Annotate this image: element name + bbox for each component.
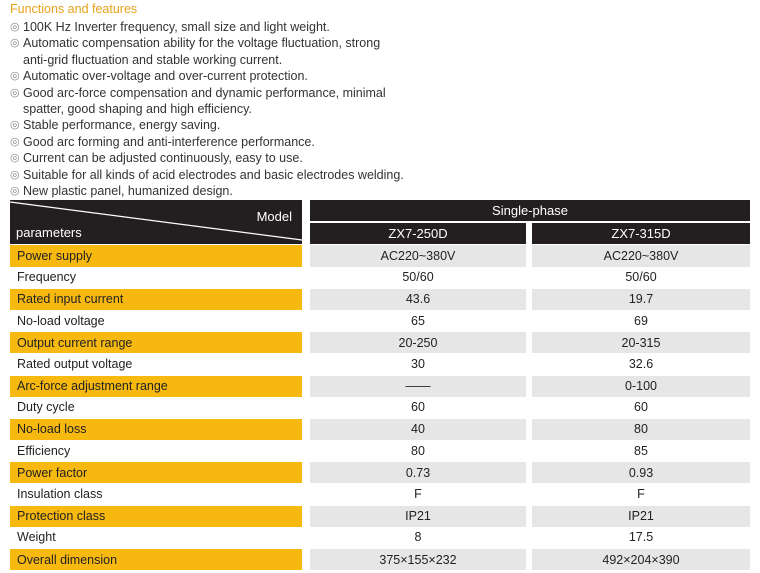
value-zx7-315d: 60 <box>532 397 750 418</box>
value-zx7-250d: 30 <box>310 353 526 374</box>
table-row <box>10 288 750 310</box>
parameter-name: Rated output voltage <box>10 353 302 374</box>
feature-text: 100K Hz Inverter frequency, small size and light weight. <box>23 20 330 34</box>
value-zx7-315d: 17.5 <box>532 527 750 548</box>
parameter-name: No-load voltage <box>10 310 302 331</box>
value-zx7-315d: 85 <box>532 440 750 461</box>
value-zx7-315d: F <box>532 483 750 504</box>
table-row <box>10 397 750 418</box>
features-section <box>10 2 750 199</box>
feature-item <box>10 167 750 183</box>
value-zx7-315d: 50/60 <box>532 267 750 288</box>
parameter-name: Power supply <box>10 244 302 266</box>
parameter-name: Rated input current <box>10 288 302 310</box>
table-row <box>10 353 750 374</box>
value-zx7-250d: IP21 <box>310 505 526 527</box>
value-zx7-250d: 65 <box>310 310 526 331</box>
value-zx7-250d: 60 <box>310 397 526 418</box>
feature-item <box>10 150 750 166</box>
feature-text: Good arc forming and anti-interference performance. <box>23 134 315 149</box>
parameter-name: Overall dimension <box>10 548 302 570</box>
parameter-name: Duty cycle <box>10 397 302 418</box>
feature-item <box>10 68 750 84</box>
value-zx7-315d: 0.93 <box>532 461 750 483</box>
feature-item <box>10 85 750 118</box>
bullet-icon: ◎ <box>10 168 20 181</box>
feature-item <box>10 183 750 199</box>
bullet-icon: ◎ <box>10 135 20 148</box>
parameter-name: Efficiency <box>10 440 302 461</box>
table-row <box>10 483 750 504</box>
feature-item <box>10 134 750 150</box>
features-list <box>10 19 750 199</box>
value-zx7-315d: IP21 <box>532 505 750 527</box>
value-zx7-315d: 69 <box>532 310 750 331</box>
table-row <box>10 375 750 397</box>
parameter-name: Insulation class <box>10 483 302 504</box>
parameter-name: Protection class <box>10 505 302 527</box>
value-zx7-250d: 43.6 <box>310 288 526 310</box>
parameter-name: Power factor <box>10 461 302 483</box>
feature-item <box>10 35 750 68</box>
feature-text: Automatic over-voltage and over-current protection. <box>23 69 308 84</box>
feature-text: anti-grid fluctuation and stable working current. <box>23 52 283 67</box>
value-zx7-250d: 80 <box>310 440 526 461</box>
corner-header-cell <box>10 200 302 244</box>
value-zx7-250d: 0.73 <box>310 461 526 483</box>
bullet-icon: ◎ <box>10 37 20 50</box>
parameter-name: Arc-force adjustment range <box>10 375 302 397</box>
table-row <box>10 440 750 461</box>
table-row <box>10 418 750 440</box>
bullet-icon: ◎ <box>10 86 20 99</box>
value-zx7-315d: 492×204×390 <box>532 548 750 570</box>
table-row <box>10 310 750 331</box>
value-zx7-250d: 50/60 <box>310 267 526 288</box>
feature-text: New plastic panel, humanized design. <box>23 184 233 199</box>
model-corner-label: Model <box>256 209 292 224</box>
model-header-2: ZX7-315D <box>532 221 750 244</box>
bullet-icon: ◎ <box>10 119 20 132</box>
value-zx7-250d: —— <box>310 375 526 397</box>
value-zx7-250d: 8 <box>310 527 526 548</box>
value-zx7-250d: F <box>310 483 526 504</box>
value-zx7-315d: 0-100 <box>532 375 750 397</box>
feature-text: Suitable for all kinds of acid electrodes and basic electrodes welding. <box>23 167 404 182</box>
feature-text: Stable performance, energy saving. <box>23 118 221 133</box>
table-row <box>10 505 750 527</box>
feature-text: Current can be adjusted continuously, easy to use. <box>23 151 303 166</box>
table-row <box>10 527 750 548</box>
table-row <box>10 461 750 483</box>
value-zx7-315d: 20-315 <box>532 331 750 353</box>
parameter-name: Frequency <box>10 267 302 288</box>
spec-table <box>10 200 750 570</box>
bullet-icon: ◎ <box>10 152 20 165</box>
parameter-name: No-load loss <box>10 418 302 440</box>
parameter-name: Weight <box>10 527 302 548</box>
table-row <box>10 548 750 570</box>
feature-text: Automatic compensation ability for the voltage fluctuation, strong <box>23 36 381 51</box>
bullet-icon: ◎ <box>10 70 20 83</box>
value-zx7-315d: 19.7 <box>532 288 750 310</box>
table-row <box>10 267 750 288</box>
value-zx7-315d: 32.6 <box>532 353 750 374</box>
parameter-name: Output current range <box>10 331 302 353</box>
feature-item <box>10 19 750 35</box>
model-header-1: ZX7-250D <box>310 221 526 244</box>
feature-text: spatter, good shaping and high efficiency. <box>23 102 252 117</box>
parameters-corner-label: parameters <box>16 225 82 241</box>
feature-item <box>10 117 750 133</box>
features-title: Functions and features <box>10 2 138 16</box>
value-zx7-315d: 80 <box>532 418 750 440</box>
value-zx7-315d: AC220~380V <box>532 244 750 266</box>
value-zx7-250d: 375×155×232 <box>310 548 526 570</box>
feature-text: Good arc-force compensation and dynamic performance, minimal <box>23 85 386 100</box>
value-zx7-250d: 40 <box>310 418 526 440</box>
value-zx7-250d: AC220~380V <box>310 244 526 266</box>
bullet-icon: ◎ <box>10 185 20 198</box>
table-row <box>10 331 750 353</box>
value-zx7-250d: 20-250 <box>310 331 526 353</box>
bullet-icon: ◎ <box>10 21 20 33</box>
single-phase-header: Single-phase <box>310 200 750 221</box>
table-row <box>10 244 750 266</box>
